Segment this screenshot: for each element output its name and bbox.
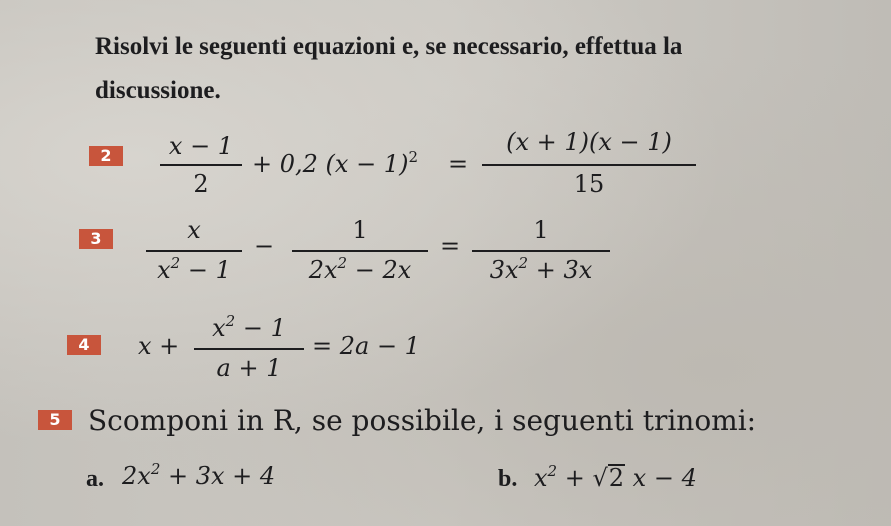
minus-sign: − [254,232,275,260]
fraction [482,124,696,200]
exponent: 2 [518,254,529,272]
numerator: (x + 1)(x − 1) [506,128,672,156]
equation-term: x + [138,332,180,360]
equation-term [252,148,418,178]
denominator [146,254,242,284]
trinomial [122,460,276,490]
numerator: x − 1 [168,132,234,160]
item-letter: a. [86,466,104,492]
equals-sign: = [448,150,469,178]
sqrt-symbol: √ [592,464,608,492]
fraction-bar [194,348,304,350]
den-rest: − 1 [180,256,231,284]
exercise-number-badge: 5 [38,410,72,430]
numerator: x [187,216,201,244]
fraction [160,124,242,200]
den-base: 2x [308,256,338,284]
denominator [472,254,610,284]
fraction-bar [482,164,696,166]
denominator [292,254,428,284]
item-letter: b. [498,466,518,492]
denominator: a + 1 [216,354,282,382]
fraction-bar [472,250,610,252]
den-base: x [157,256,171,284]
exponent: 2 [547,462,558,480]
term: x − 4 [625,464,697,492]
sqrt-argument: 2 [608,464,625,492]
equation-rhs: = 2a − 1 [312,332,420,360]
instruction-line-1: Risolvi le seguenti equazioni e, se necessario, effettua la [95,33,683,60]
exponent: 2 [408,148,418,166]
term: x [534,464,548,492]
exponent: 2 [337,254,348,272]
numerator: 1 [533,216,549,244]
den-base: 3x [489,256,519,284]
fraction-bar [292,250,428,252]
numerator: 1 [352,216,368,244]
term: + [557,464,593,492]
trinomial [534,464,697,490]
denominator: 15 [573,170,605,198]
fraction [194,306,304,386]
fraction-bar [146,250,242,252]
equals-sign: = [440,232,461,260]
exponent: 2 [170,254,181,272]
fraction-bar [160,164,242,166]
term: + 3x + 4 [160,462,276,490]
num-base: x [212,314,226,342]
instruction-line-2: discussione. [95,77,221,104]
fraction [146,210,242,286]
term: 2x [122,462,151,490]
exercise-number-badge: 4 [67,335,101,355]
exponent: 2 [225,312,236,330]
num-rest: − 1 [235,314,286,342]
numerator [194,312,304,342]
term-text: + 0,2 (x − 1) [252,150,409,178]
den-rest: − 2x [347,256,412,284]
denominator: 2 [193,170,209,198]
exponent: 2 [150,460,161,478]
den-rest: + 3x [528,256,593,284]
exercise-number-badge: 3 [79,229,113,249]
fraction [472,210,610,286]
exercise-number-badge: 2 [89,146,123,166]
fraction [292,210,428,286]
exercise-5-text: Scomponi in R, se possibile, i seguenti trinomi: [88,404,757,437]
